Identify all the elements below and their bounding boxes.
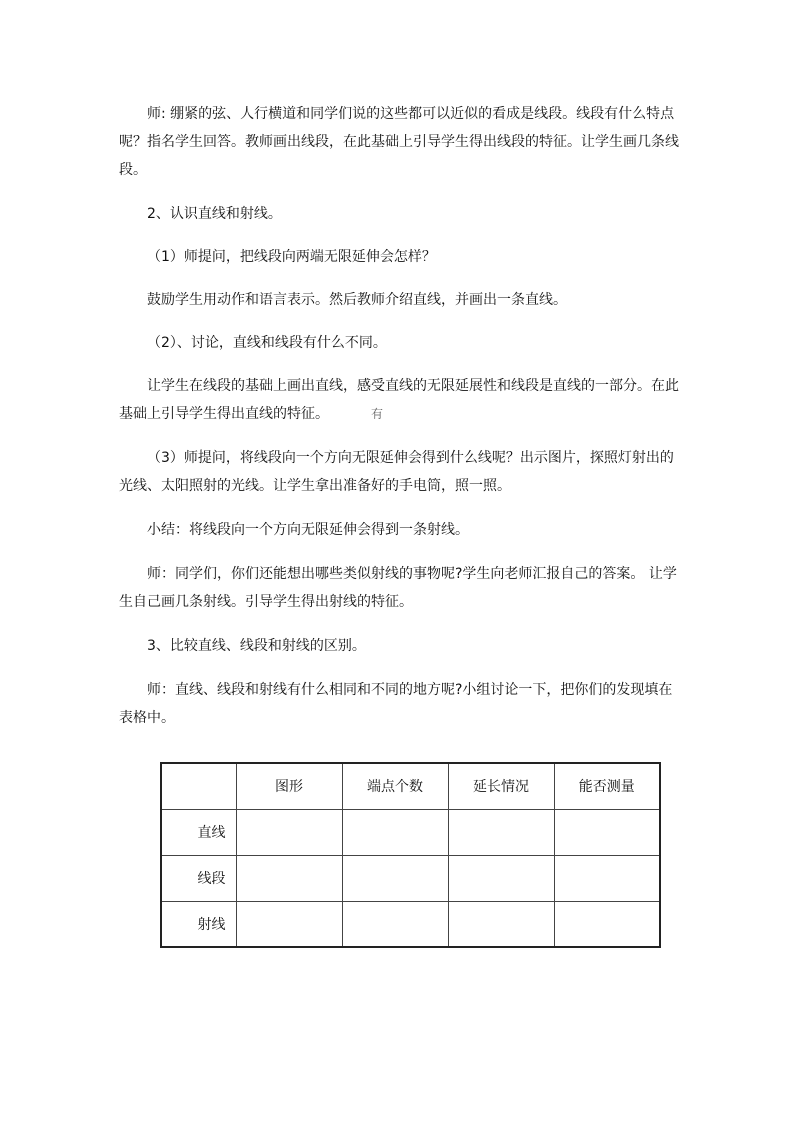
table-header-cell-empty (161, 763, 236, 809)
table-header-cell-extension: 延长情况 (448, 763, 554, 809)
table-cell[interactable] (342, 901, 448, 947)
table-cell[interactable] (448, 809, 554, 855)
paragraph-question-1: （1）师提问，把线段向两端无限延伸会怎样？ (147, 249, 436, 265)
table-cell[interactable] (448, 901, 554, 947)
table-cell[interactable] (236, 809, 342, 855)
comparison-table (160, 762, 661, 948)
table-row-label-line-segment: 线段 (161, 855, 236, 901)
paragraph-straight-line-features (119, 372, 679, 428)
table-header-row (161, 763, 660, 809)
table-row (161, 901, 660, 947)
table-cell[interactable] (236, 901, 342, 947)
table-cell[interactable] (554, 809, 660, 855)
table-row (161, 809, 660, 855)
paragraph-discussion-2: （2）、讨论，直线和线段有什么不同。 (147, 335, 387, 351)
table-cell[interactable] (236, 855, 342, 901)
table-cell[interactable] (342, 809, 448, 855)
paragraph-straight-line-features-text: 让学生在线段的基础上画出直线，感受直线的无限延展性和线段是直线的一部分。在此基础上引导学生得出直线的特征。 (119, 378, 679, 422)
table-row (161, 855, 660, 901)
table-cell[interactable] (554, 901, 660, 947)
table-cell[interactable] (342, 855, 448, 901)
paragraph-question-3: （3）师提问，将线段向一个方向无限延伸会得到什么线呢？出示图片，探照灯射出的光线、太阳照射的光线。让学生拿出准备好的手电筒，照一照。 (119, 450, 674, 494)
stray-character: 有 (371, 407, 384, 421)
table-cell[interactable] (554, 855, 660, 901)
table-header-cell-measurable: 能否测量 (554, 763, 660, 809)
table-row-label-ray: 射线 (161, 901, 236, 947)
heading-section-3: 3、比较直线、线段和射线的区别。 (147, 638, 366, 654)
heading-section-2: 2、认识直线和射线。 (147, 206, 282, 222)
paragraph-introduce-straight-line: 鼓励学生用动作和语言表示。然后教师介绍直线，并画出一条直线。 (147, 292, 567, 308)
table-row-label-straight-line: 直线 (161, 809, 236, 855)
paragraph-compare-instructions: 师：直线、线段和射线有什么相同和不同的地方呢?小组讨论一下，把你们的发现填在表格中。 (119, 682, 673, 726)
paragraph-teacher-line-segment: 师: 绷紧的弦、人行横道和同学们说的这些都可以近似的看成是线段。线段有什么特点呢？指名学生回答。教师画出线段，在此基础上引导学生得出线段的特征。让学生画几条线段。 (119, 106, 679, 178)
table-cell[interactable] (448, 855, 554, 901)
paragraph-ray-examples: 师：同学们，你们还能想出哪些类似射线的事物呢?学生向老师汇报自己的答案。 让学生自己画几条射线。引导学生得出射线的特征。 (119, 566, 677, 610)
paragraph-summary: 小结：将线段向一个方向无限延伸会得到一条射线。 (147, 522, 469, 538)
table-header-cell-shape: 图形 (236, 763, 342, 809)
table-header-cell-endpoints: 端点个数 (342, 763, 448, 809)
